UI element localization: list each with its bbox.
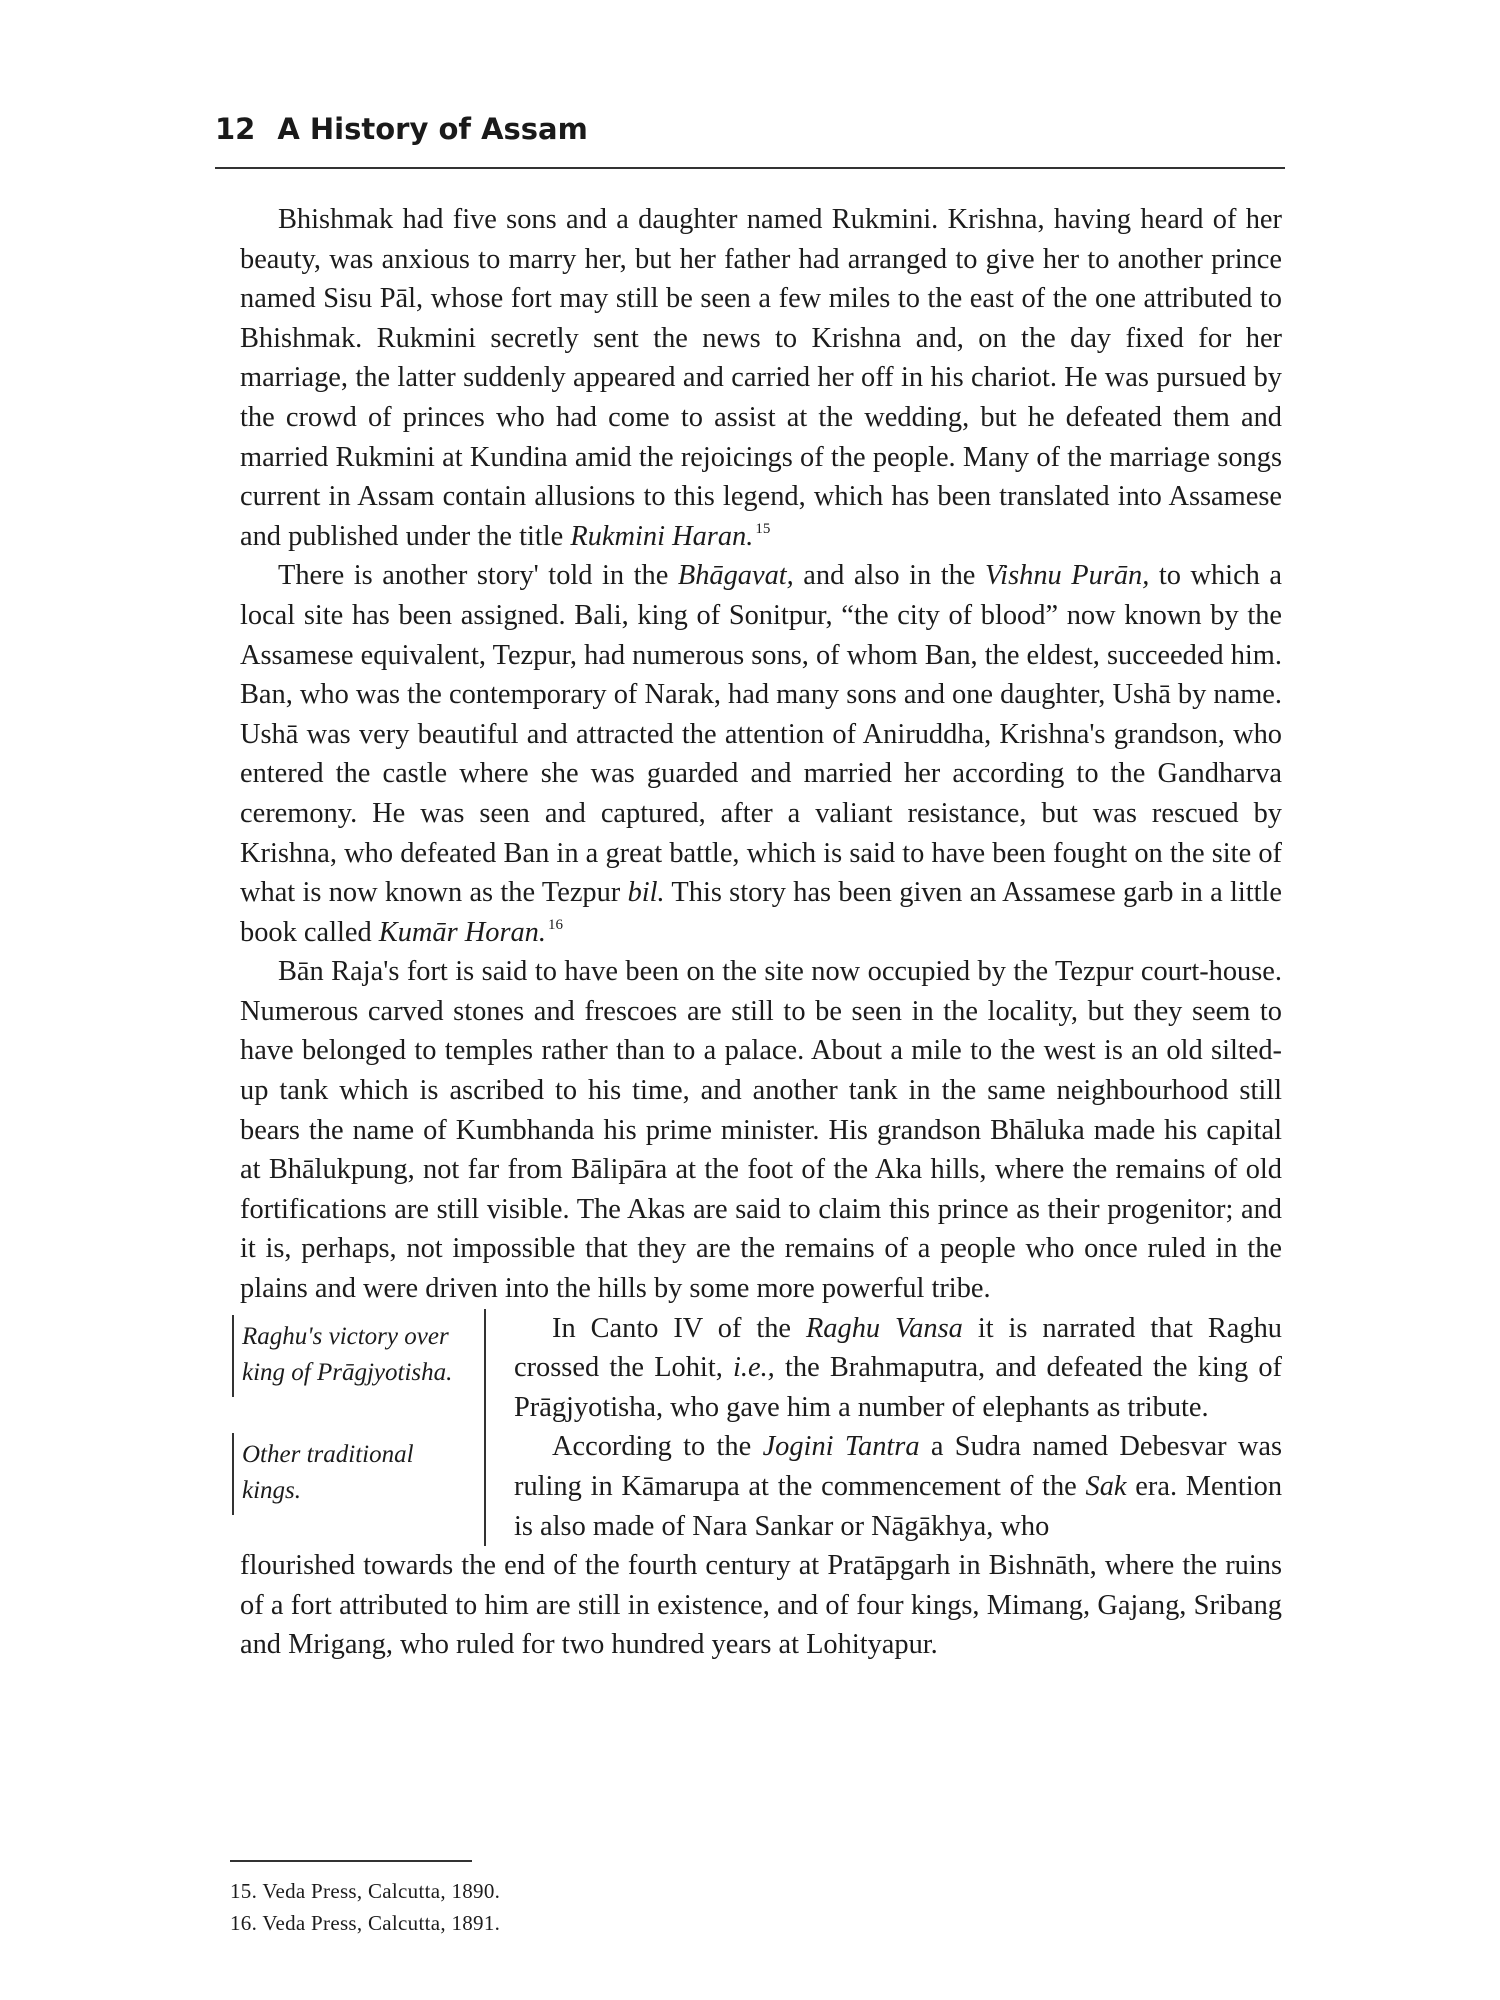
sidenote-other-kings: Other traditional kings. [232, 1433, 462, 1515]
section-raghu [240, 1309, 1282, 1428]
title-rukmini-haran: Rukmini Haran. [570, 520, 754, 552]
paragraph-jogini-tantra: According to the Jogini Tantra a Sudra named Debesvar was ruling in Kāmarupa at the commencement of the Sak era. Mention is also made of Nara Sankar or Nāgākhya, who [484, 1427, 1282, 1546]
page-header [215, 112, 1285, 146]
paragraph-usha: There is another story' told in the Bhāgavat, and also in the Vishnu Purān, to which a local site has been assigned. Bali, king of Sonitpur, “the city of blood” now known by the Assamese equivalent, Tezpur, had numerous sons, of whom Ban, the eldest, succeeded him. Ban, who was the contemporary of Narak, had many sons and one daughter, Ushā by name. Ushā was very beautiful and attracted the attention of Aniruddha, Krishna's grandson, who entered the castle where she was guarded and married her according to the Gandharva ceremony. He was seen and captured, after a valiant resistance, but was rescued by Krishna, who defeated Ban in a great battle, which is said to have been fought on the site of what is now known as the Tezpur bil. This story has been given an Assamese garb in a little book called Kumār Horan. $^{16}$ [240, 560, 1283, 948]
footnote-ref-15: 15 [755, 520, 771, 537]
footnotes [230, 1875, 500, 1939]
footnote-16: 16. Veda Press, Calcutta, 1891. [230, 1911, 501, 1935]
paragraph-continuation: flourished towards the end of the fourth century at Pratāpgarh in Bishnāth, where the ruins of a fort attributed to him are still in existence, and of four kings, Mimang, Gajang, Sribang and Mrigang, who ruled for two hundred years at Lohityapur. [240, 1550, 1282, 1661]
title-kumar-horan: Kumār Horan. [378, 916, 546, 948]
page-number: 12 [215, 112, 256, 146]
header-rule [215, 167, 1285, 169]
sidenote-raghu: Raghu's victory over king of Prāgjyotisha. [232, 1315, 462, 1397]
body-text [240, 200, 1282, 1665]
paragraph-raghu: In Canto IV of the Raghu Vansa it is narrated that Raghu crossed the Lohit, i.e., the Brahmaputra, and defeated the king of Prāgjyotisha, who gave him a number of elephants as tribute. [484, 1309, 1282, 1428]
footnote-15: 15. Veda Press, Calcutta, 1890. [230, 1879, 501, 1903]
book-title: A History of Assam [277, 112, 588, 146]
paragraph-rukmini: Bhishmak had five sons and a daughter named Rukmini. Krishna, having heard of her beauty, was anxious to marry her, but her father had arranged to give her to another prince named Sisu Pāl, whose fort may still be seen a few miles to the east of the one attributed to Bhishmak. Rukmini secretly sent the news to Krishna and, on the day fixed for her marriage, the latter suddenly appeared and carried her off in his chariot. He was pursued by the crowd of princes who had come to assist at the wedding, but he defeated them and married Rukmini at Kundina amid the rejoicings of the people. Many of the marriage songs current in Assam contain allusions to this legend, which has been translated into Assamese and published under the title Rukmini Haran. $^{15}$ [240, 204, 1282, 552]
footnote-rule [230, 1860, 472, 1862]
footnote-ref-16: 16 [547, 916, 563, 933]
paragraph-ban-raja-fort: Bān Raja's fort is said to have been on the site now occupied by the Tezpur court-house. Numerous carved stones and frescoes are still to be seen in the locality, but they seem to have belonged to temples rather than to a palace. About a mile to the west is an old silted-up tank which is ascribed to his time, and another tank in the same neighbourhood still bears the name of Kumbhanda his prime minister. His grandson Bhāluka made his capital at Bhālukpung, not far from Bālipāra at the foot of the Aka hills, where the remains of old fortifications are still visible. The Akas are said to claim this prince as their progenitor; and it is, perhaps, not impossible that they are the remains of a people who once ruled in the plains and were driven into the hills by some more powerful tribe. [240, 956, 1282, 1305]
section-other-kings [240, 1427, 1282, 1546]
